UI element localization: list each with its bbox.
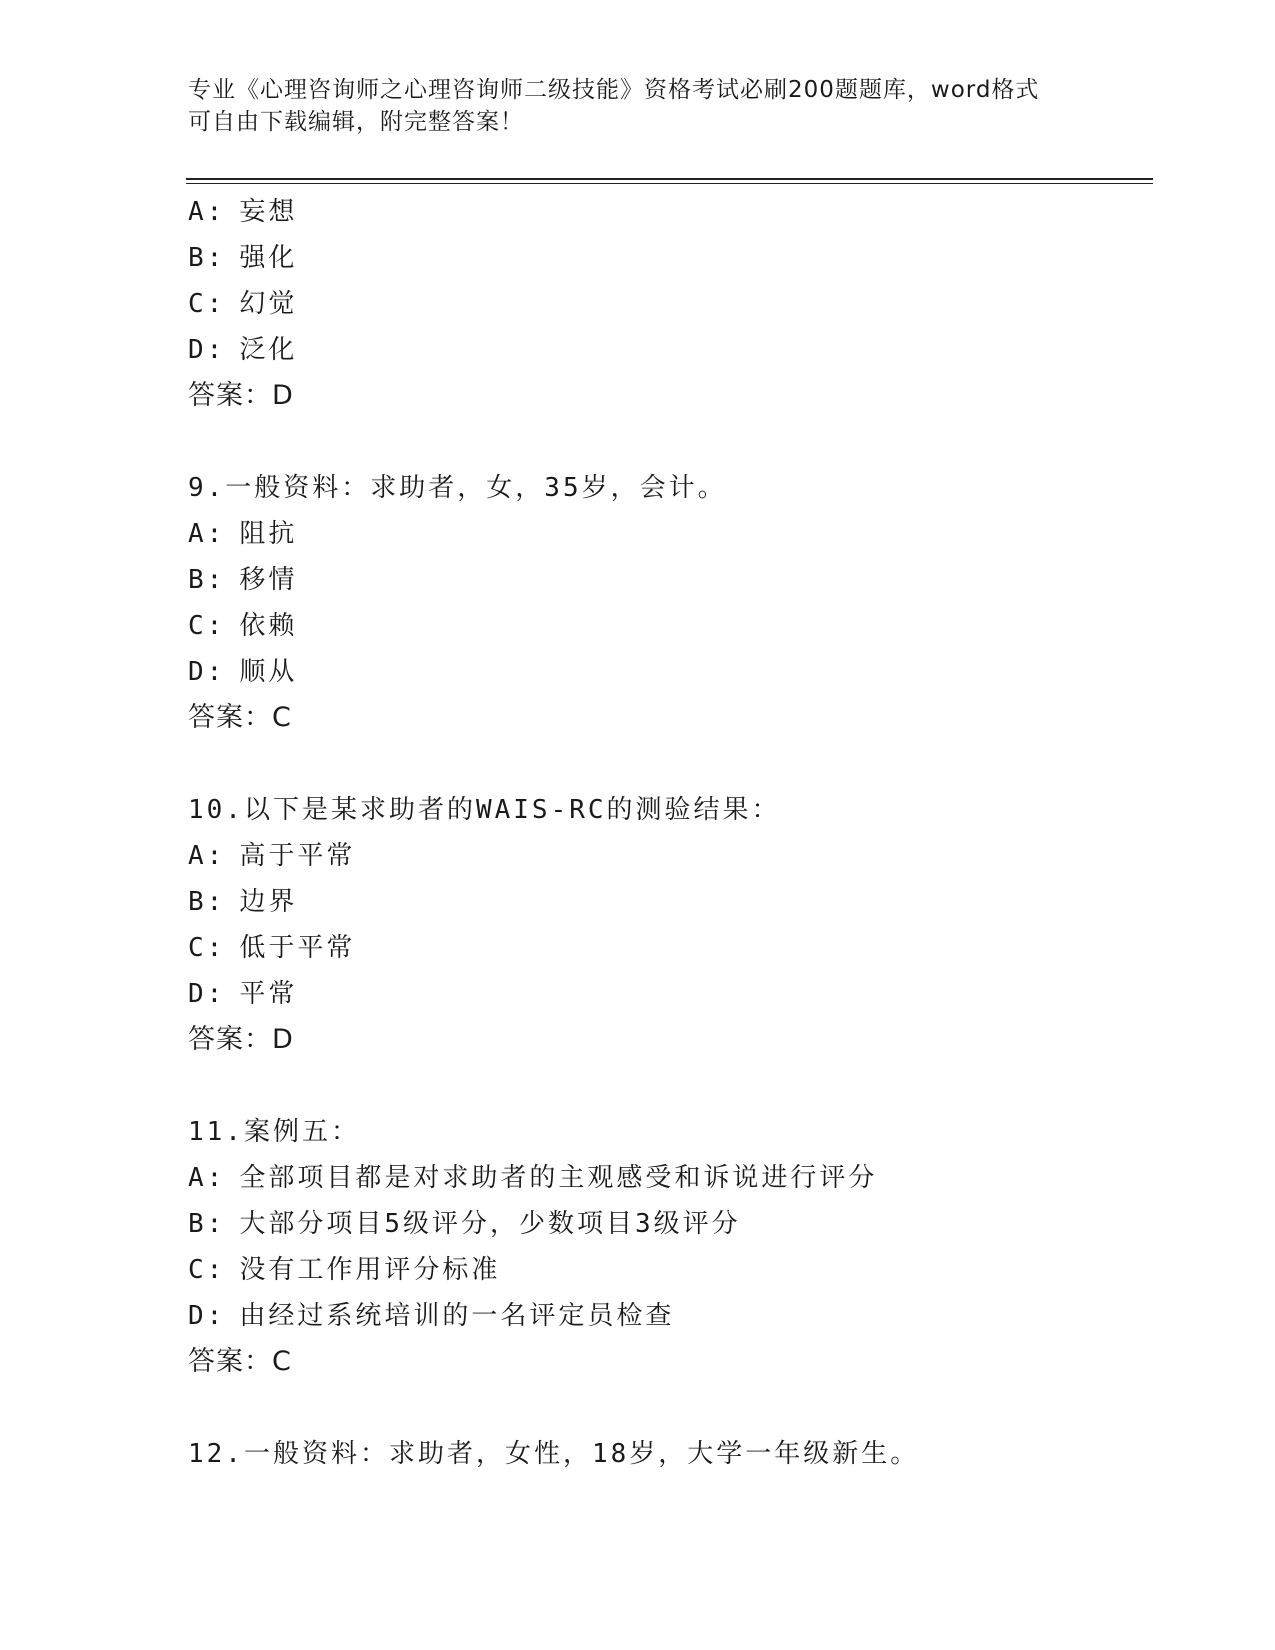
option-a: A: 妄想 bbox=[188, 197, 298, 227]
option-d: D: 平常 bbox=[188, 979, 298, 1009]
question-block bbox=[188, 465, 1148, 741]
option-c: C: 低于平常 bbox=[188, 933, 356, 963]
question-block bbox=[188, 1109, 1148, 1385]
answer-line: 答案：C bbox=[188, 1346, 292, 1377]
header-line-2: 可自由下载编辑，附完整答案！ bbox=[188, 109, 524, 135]
option-c: C: 没有工作用评分标准 bbox=[188, 1255, 501, 1285]
option-d: D: 顺从 bbox=[188, 657, 298, 687]
option-b: B: 强化 bbox=[188, 243, 298, 273]
option-a: A: 阻抗 bbox=[188, 519, 298, 549]
option-a: A: 高于平常 bbox=[188, 841, 356, 871]
answer-line: 答案：D bbox=[188, 1024, 294, 1055]
spacer bbox=[188, 741, 1148, 787]
option-d: D: 由经过系统培训的一名评定员检查 bbox=[188, 1301, 675, 1331]
header-rule-thin bbox=[186, 183, 1153, 184]
option-b: B: 边界 bbox=[188, 887, 298, 917]
question-text: 10.以下是某求助者的WAIS-RC的测验结果： bbox=[188, 795, 781, 825]
spacer bbox=[188, 1063, 1148, 1109]
option-c: C: 幻觉 bbox=[188, 289, 298, 319]
document-header bbox=[188, 74, 1088, 138]
question-block bbox=[188, 787, 1148, 1063]
question-block bbox=[188, 189, 1148, 419]
spacer bbox=[188, 419, 1148, 465]
spacer bbox=[188, 1385, 1148, 1431]
option-c: C: 依赖 bbox=[188, 611, 298, 641]
option-b: B: 移情 bbox=[188, 565, 298, 595]
option-d: D: 泛化 bbox=[188, 335, 298, 365]
option-a: A: 全部项目都是对求助者的主观感受和诉说进行评分 bbox=[188, 1163, 878, 1193]
answer-line: 答案：C bbox=[188, 702, 292, 733]
answer-line: 答案：D bbox=[188, 380, 294, 411]
question-text: 11.案例五： bbox=[188, 1117, 360, 1147]
header-line-1: 专业《心理咨询师之心理咨询师二级技能》资格考试必刷200题题库，word格式 bbox=[188, 77, 1040, 103]
question-text: 12.一般资料：求助者，女性，18岁，大学一年级新生。 bbox=[188, 1439, 920, 1469]
question-block bbox=[188, 1431, 1148, 1477]
question-list bbox=[188, 189, 1148, 1477]
header-rule-thick bbox=[186, 178, 1153, 180]
question-text: 9.一般资料：求助者，女，35岁，会计。 bbox=[188, 473, 727, 503]
option-b: B: 大部分项目5级评分，少数项目3级评分 bbox=[188, 1209, 741, 1239]
